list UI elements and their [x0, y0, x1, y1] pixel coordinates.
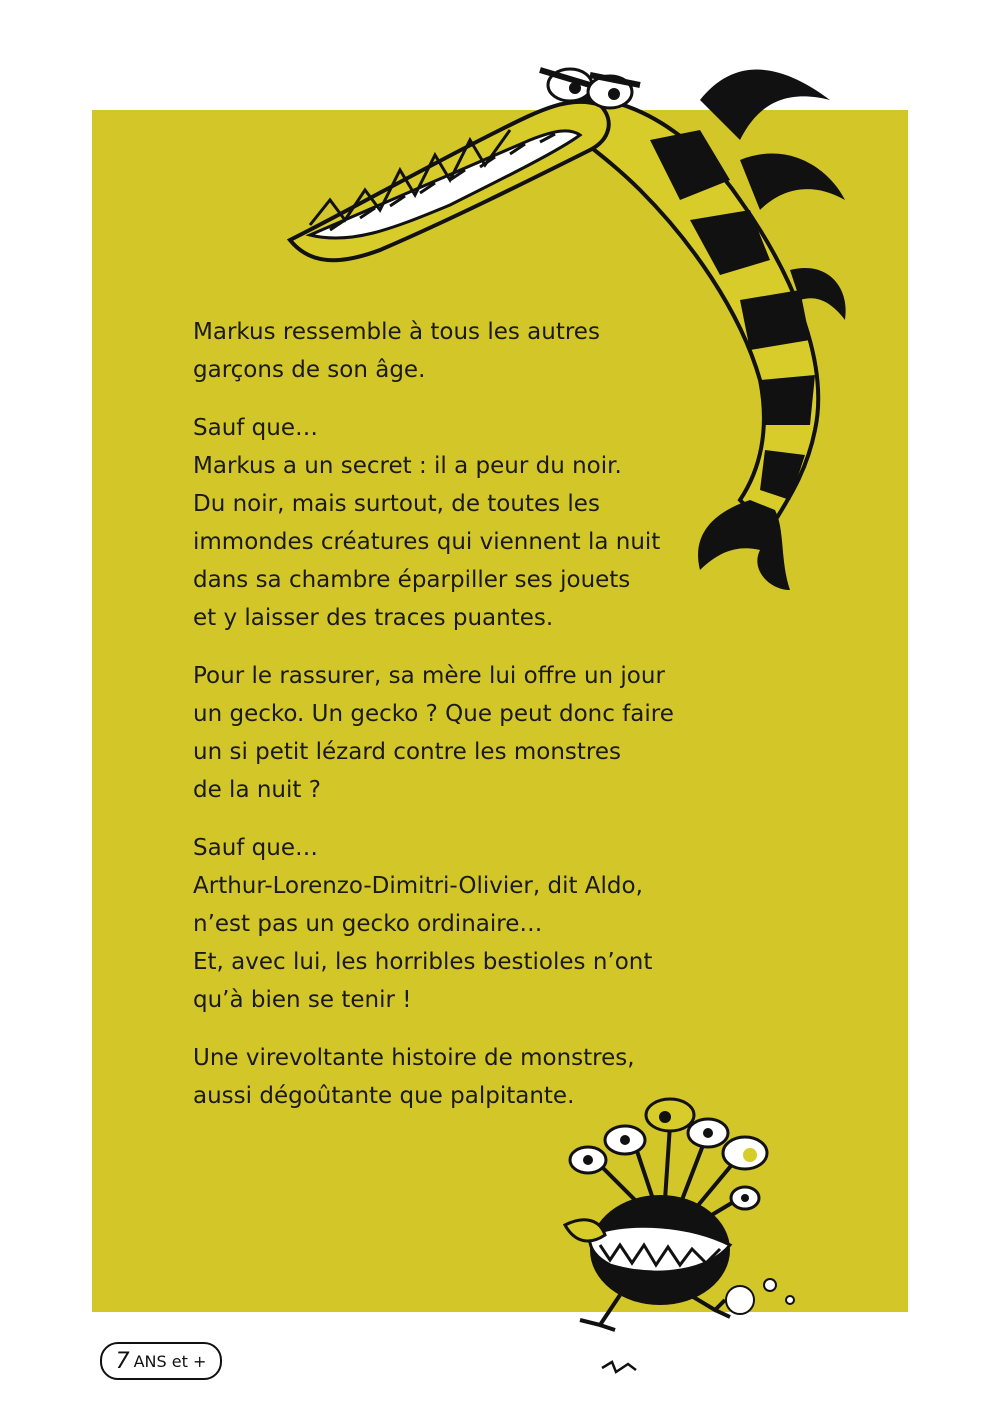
blurb-line: Sauf que…: [193, 835, 319, 861]
motion-squiggle-icon: [600, 1358, 640, 1378]
blurb-line: un gecko. Un gecko ? Que peut donc faire: [193, 701, 674, 727]
blurb-paragraph: [193, 313, 753, 389]
blurb-line: Une virevoltante histoire de monstres,: [193, 1045, 635, 1071]
blurb-paragraph: [193, 829, 753, 1019]
age-badge: [100, 1342, 222, 1380]
blurb-line: Et, avec lui, les horribles bestioles n’ont: [193, 949, 653, 975]
blurb-line: n’est pas un gecko ordinaire…: [193, 911, 543, 937]
blurb-line: Pour le rassurer, sa mère lui offre un jour: [193, 663, 665, 689]
blurb-line: Du noir, mais surtout, de toutes les: [193, 491, 600, 517]
blurb-line: de la nuit ?: [193, 777, 321, 803]
blurb-line: et y laisser des traces puantes.: [193, 605, 554, 631]
blurb-line: Sauf que…: [193, 415, 319, 441]
blurb-line: dans sa chambre éparpiller ses jouets: [193, 567, 631, 593]
blurb-line: garçons de son âge.: [193, 357, 426, 383]
blurb-line: aussi dégoûtante que palpitante.: [193, 1083, 575, 1109]
age-text: ANS et +: [133, 1351, 207, 1371]
blurb-line: Markus a un secret : il a peur du noir.: [193, 453, 622, 479]
blurb-line: Arthur-Lorenzo-Dimitri-Olivier, dit Aldo,: [193, 873, 643, 899]
blurb-paragraph: [193, 409, 753, 637]
blurb-line: un si petit lézard contre les monstres: [193, 739, 622, 765]
back-cover-blurb: [193, 313, 753, 1135]
age-number: 7: [115, 1348, 130, 1374]
blurb-paragraph: [193, 657, 753, 809]
blurb-line: Markus ressemble à tous les autres: [193, 319, 600, 345]
blurb-line: immondes créatures qui viennent la nuit: [193, 529, 661, 555]
blurb-line: qu’à bien se tenir !: [193, 987, 412, 1013]
eye-stalk-monster-icon: [540, 1095, 810, 1335]
